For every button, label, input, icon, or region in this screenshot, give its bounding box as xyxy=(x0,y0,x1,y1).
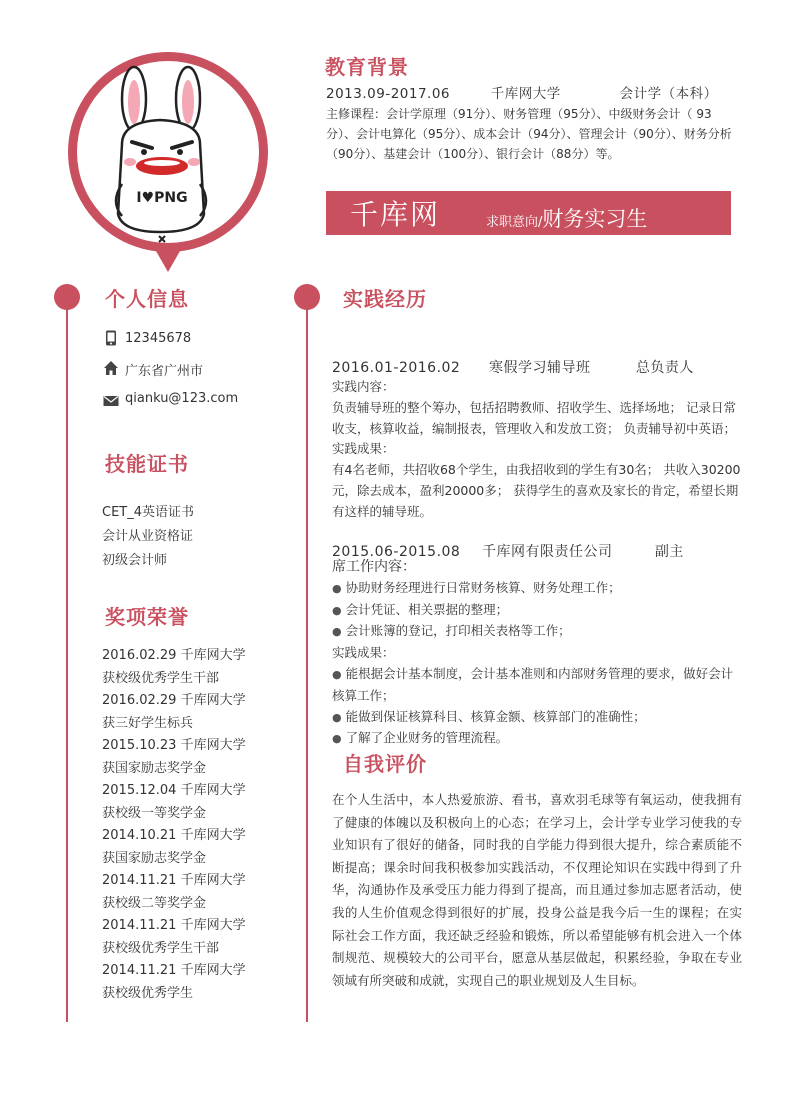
job-intention-title: 财务实习生 xyxy=(542,207,648,231)
award-name: 获校级优秀学生干部 xyxy=(102,941,220,956)
candidate-name: 千库网 xyxy=(350,198,441,231)
exp1-body xyxy=(332,377,744,523)
education-summary xyxy=(326,82,718,102)
avatar-badge xyxy=(60,44,276,276)
award-date: 2016.02.29 千库网大学 xyxy=(102,648,246,663)
exp1-result: 有4名老师，共招收68个学生，由我招收到的学生有30名； 共收入30200元，除去成本，盈利20000多； 获得学生的喜欢及家长的肯定，希望长期有这样的辅导班。 xyxy=(332,462,741,519)
education-major: 会计学（本科） xyxy=(619,86,718,102)
location: 广东省广州市 xyxy=(125,364,204,379)
email: qianku@123.com xyxy=(125,391,239,406)
left-timeline xyxy=(66,296,68,1022)
award-name: 获国家励志奖学金 xyxy=(102,761,207,776)
award-name: 获校级一等奖学金 xyxy=(102,806,207,821)
award-date: 2015.12.04 千库网大学 xyxy=(102,783,246,798)
exp2-result: ● 了解了企业财务的管理流程。 xyxy=(332,728,744,750)
avatar-shirt-text: I♥PNG xyxy=(136,190,188,206)
skill-item: 初级会计师 xyxy=(102,553,168,568)
right-timeline xyxy=(306,296,308,1022)
award-name: 获校级优秀学生干部 xyxy=(102,671,220,686)
personal-info-title: 个人信息 xyxy=(105,287,189,311)
exp2-result: ● 能根据会计基本制度，会计基本准则和内部财务管理的要求，做好会计核算工作； xyxy=(332,664,744,707)
name-banner xyxy=(326,191,731,235)
exp1-org: 寒假学习辅导班 xyxy=(488,360,591,376)
exp2-org: 千库网有限责任公司 xyxy=(481,544,613,560)
exp2-duty: ● 协助财务经理进行日常财务核算、财务处理工作； xyxy=(332,578,744,600)
exp1-content-label: 实践内容： xyxy=(332,379,395,394)
award-date: 2014.10.21 千库网大学 xyxy=(102,828,246,843)
phone-icon xyxy=(103,330,119,346)
exp1-header xyxy=(332,357,694,377)
self-eval-title: 自我评价 xyxy=(343,752,427,776)
left-timeline-dot xyxy=(54,284,80,310)
phone-number: 12345678 xyxy=(125,331,192,346)
exp2-body xyxy=(332,557,744,750)
exp1-role: 总负责人 xyxy=(635,360,694,376)
exp2-role: 副主 xyxy=(654,544,684,560)
education-title: 教育背景 xyxy=(325,55,409,79)
home-icon xyxy=(103,360,119,376)
skills-title: 技能证书 xyxy=(105,452,189,476)
award-name: 获三好学生标兵 xyxy=(102,716,194,731)
award-date: 2014.11.21 千库网大学 xyxy=(102,918,246,933)
exp2-result-label: 实践成果： xyxy=(332,645,395,661)
exp2-role-cont: 席工作内容： xyxy=(332,559,416,575)
award-date: 2015.10.23 千库网大学 xyxy=(102,738,246,753)
self-eval-text: 在个人生活中，本人热爱旅游、看书，喜欢羽毛球等有氧运动，使我拥有了健康的体魄以及积极向上的心态；在学习上，会计学专业学习使我的专业知识有了很好的储备，同时我的自学能力得到很大提升，综合素质能不断提高；课余时间我积极参加实践活动，不仅理论知识在实践中得到了升华，沟通协作及承受压力能力得到了提高，而且通过参加志愿者活动，使我的人生价值观念得到很好的扩展，投身公益是我今后一生的课程；在实际社会工作方面，我还缺乏经验和锻炼，所以希望能够有机会进入一个体制规范、规模较大的公司平台，愿意从基层做起，积累经验，争取在专业领域有所突破和成就，实现自己的职业规划及人生目标。 xyxy=(332,792,742,988)
exp2-duty: ● 会计账簿的登记，打印相关表格等工作； xyxy=(332,621,744,643)
skill-item: CET_4英语证书 xyxy=(102,505,195,520)
education-courses: 主修课程：会计学原理（91分）、财务管理（95分）、中级财务会计（ 93分）、会计电算化（95分）、成本会计（94分）、管理会计（90分）、财务分析（90分）、基建会计（100分）、银行会计（88分）等。 xyxy=(326,107,732,161)
exp1-period: 2016.01-2016.02 xyxy=(332,360,461,376)
exp2-duty: ● 会计凭证、相关票据的整理； xyxy=(332,600,744,622)
skill-item: 会计从业资格证 xyxy=(102,529,194,544)
exp2-result: ● 能做到保证核算科目、核算金额、核算部门的准确性； xyxy=(332,707,744,729)
avatar xyxy=(60,44,276,276)
exp1-content: 负责辅导班的整个筹办，包括招聘教师、招收学生、选择场地； 记录日常收支，核算收益，编制报表，管理收入和发放工资； 负责辅导初中英语； xyxy=(332,399,736,436)
exp2-period: 2015.06-2015.08 xyxy=(332,544,461,560)
job-intention-label: 求职意向/ xyxy=(486,215,543,230)
award-name: 获校级二等奖学金 xyxy=(102,896,207,911)
right-timeline-dot xyxy=(294,284,320,310)
award-date: 2016.02.29 千库网大学 xyxy=(102,693,246,708)
exp1-result-label: 实践成果： xyxy=(332,441,395,457)
job-intention xyxy=(486,203,647,233)
education-school: 千库网大学 xyxy=(490,86,561,102)
practice-title: 实践经历 xyxy=(343,287,427,311)
awards-title: 奖项荣誉 xyxy=(105,605,189,629)
award-date: 2014.11.21 千库网大学 xyxy=(102,963,246,978)
award-name: 获校级优秀学生 xyxy=(102,986,194,1001)
award-name: 获国家励志奖学金 xyxy=(102,851,207,866)
award-date: 2014.11.21 千库网大学 xyxy=(102,873,246,888)
education-period: 2013.09-2017.06 xyxy=(326,86,451,102)
mail-icon xyxy=(103,393,119,409)
